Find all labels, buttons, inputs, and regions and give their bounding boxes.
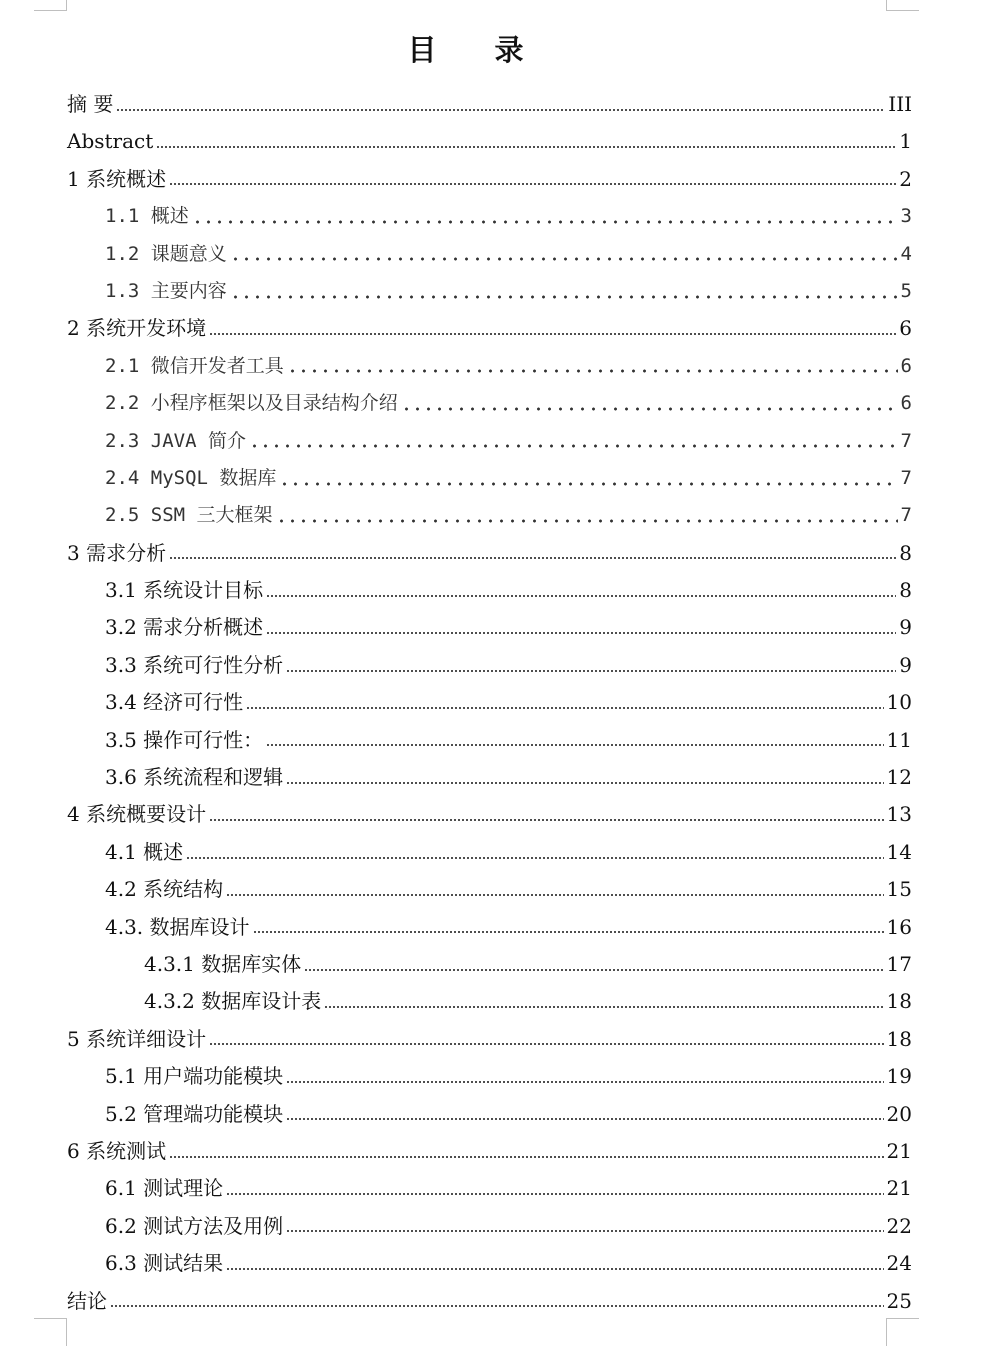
toc-entry[interactable]: [67, 1208, 912, 1245]
toc-entry-title: 4.1 概述: [105, 839, 184, 864]
toc-entry[interactable]: [67, 871, 912, 908]
toc-entry-page: 13: [886, 802, 912, 827]
toc-dot-leader: [169, 555, 896, 561]
toc-entry[interactable]: [67, 123, 912, 160]
toc-entry-page: 18: [886, 989, 912, 1014]
toc-entry-title: Abstract: [67, 129, 154, 154]
toc-dot-leader: [266, 742, 883, 748]
toc-entry[interactable]: [67, 1133, 912, 1170]
toc-entry[interactable]: [67, 236, 912, 273]
toc-entry-page: 24: [886, 1251, 912, 1276]
toc-entry-title: 2 系统开发环境: [67, 316, 207, 341]
toc-entry-title: 6 系统测试: [67, 1138, 167, 1163]
toc-entry[interactable]: [67, 1283, 912, 1320]
toc-entry[interactable]: [67, 834, 912, 871]
toc-entry-page: 8: [899, 540, 912, 565]
toc-entry-page: III: [888, 92, 912, 116]
toc-entry-title: 结论: [67, 1288, 107, 1313]
toc-entry-page: 21: [886, 1176, 912, 1201]
toc-dot-leader: [286, 1116, 883, 1122]
toc-entry[interactable]: [67, 348, 912, 385]
toc-entry-title: 4.3.2 数据库设计表: [144, 989, 322, 1014]
toc-dot-leader: [287, 368, 898, 374]
toc-entry[interactable]: [67, 796, 912, 833]
toc-entry-title: 4.3.1 数据库实体: [144, 951, 302, 976]
toc-dot-leader: [286, 1228, 883, 1234]
toc-entry-title: 3.1 系统设计目标: [105, 578, 264, 603]
toc-entry-title: 2.1 微信开发者工具: [105, 354, 284, 377]
toc-entry[interactable]: [67, 609, 912, 646]
toc-dot-leader: [286, 1079, 883, 1085]
toc-entry-title: 3.5 操作可行性：: [105, 727, 264, 752]
toc-entry-page: 10: [886, 690, 912, 715]
toc-dot-leader: [266, 630, 896, 636]
toc-entry[interactable]: [67, 1245, 912, 1282]
toc-entry-title: 5.2 管理端功能模块: [105, 1101, 284, 1126]
toc-entry-title: 1.2 课题意义: [105, 242, 227, 265]
toc-entry[interactable]: [67, 946, 912, 983]
toc-entry-page: 2: [899, 166, 912, 191]
toc-entry[interactable]: [67, 1170, 912, 1207]
toc-entry[interactable]: [67, 423, 912, 460]
toc-entry-page: 5: [900, 279, 912, 302]
toc-dot-leader: [226, 1266, 883, 1272]
toc-entry[interactable]: [67, 1096, 912, 1133]
toc-dot-leader: [246, 705, 883, 711]
toc-dot-leader: [226, 1191, 883, 1197]
toc-dot-leader: [286, 780, 883, 786]
toc-entry[interactable]: [67, 497, 912, 534]
toc-dot-leader: [116, 107, 885, 113]
toc-entry-title: 2.2 小程序框架以及目录结构介绍: [105, 392, 398, 415]
toc-entry-title: 3.2 需求分析概述: [105, 615, 264, 640]
toc-entry-title: 4 系统概要设计: [67, 802, 207, 827]
toc-dot-leader: [401, 406, 898, 412]
toc-dot-leader: [279, 481, 897, 487]
toc-dot-leader: [230, 294, 898, 300]
toc-dot-leader: [209, 1041, 883, 1047]
toc-entry-title: 5 系统详细设计: [67, 1026, 207, 1051]
toc-dot-leader: [156, 144, 896, 150]
toc-entry[interactable]: [67, 198, 912, 235]
toc-entry-page: 3: [900, 205, 912, 228]
crop-mark-bottom-left: [34, 1318, 67, 1346]
toc-dot-leader: [226, 892, 883, 898]
toc-entry-page: 17: [886, 951, 912, 976]
toc-entry-page: 4: [900, 242, 912, 265]
toc-entry-page: 7: [900, 429, 912, 452]
toc-entry[interactable]: [67, 86, 912, 123]
toc-entry-title: 3.3 系统可行性分析: [105, 652, 284, 677]
toc-dot-leader: [276, 518, 898, 524]
toc-entry-title: 3.4 经济可行性: [105, 690, 244, 715]
toc-entry-title: 6.3 测试结果: [105, 1251, 224, 1276]
toc-entry-title: 2.3 JAVA 简介: [105, 429, 246, 452]
toc-entry[interactable]: [67, 909, 912, 946]
toc-dot-leader: [209, 331, 896, 337]
toc-entry[interactable]: [67, 759, 912, 796]
toc-entry-page: 20: [886, 1101, 912, 1126]
toc-dot-leader: [169, 1154, 883, 1160]
toc-entry-title: 6.2 测试方法及用例: [105, 1213, 284, 1238]
toc-dot-leader: [192, 219, 898, 225]
toc-entry[interactable]: [67, 161, 912, 198]
toc-entry-title: 4.3. 数据库设计: [105, 914, 250, 939]
toc-entry-title: 摘 要: [67, 92, 114, 116]
toc-dot-leader: [266, 593, 896, 599]
toc-entry[interactable]: [67, 983, 912, 1020]
toc-dot-leader: [304, 967, 883, 973]
toc-entry-title: 2.4 MySQL 数据库: [105, 466, 277, 489]
toc-dot-leader: [253, 929, 884, 935]
toc-entry-page: 6: [900, 392, 912, 415]
toc-entry-page: 25: [886, 1288, 912, 1313]
toc-entry[interactable]: [67, 572, 912, 609]
toc-entry-title: 3 需求分析: [67, 540, 167, 565]
toc-entry[interactable]: [67, 535, 912, 572]
toc-entry-title: 5.1 用户端功能模块: [105, 1064, 284, 1089]
toc-entry-page: 11: [886, 727, 912, 752]
crop-mark-bottom-right: [886, 1318, 919, 1346]
toc-title: 目 录: [407, 33, 548, 67]
crop-mark-top-left: [34, 0, 67, 11]
toc-entry-page: 9: [899, 652, 912, 677]
toc-entry-page: 21: [886, 1138, 912, 1163]
toc-entry-page: 14: [886, 839, 912, 864]
toc-dot-leader: [186, 855, 883, 861]
toc-dot-leader: [249, 443, 898, 449]
toc-entry-page: 15: [886, 877, 912, 902]
toc-dot-leader: [169, 181, 896, 187]
toc-entry-page: 16: [886, 914, 912, 939]
toc-dot-leader: [324, 1004, 883, 1010]
toc-entry-page: 7: [900, 504, 912, 527]
toc-entry-page: 12: [886, 765, 912, 790]
toc-entry-page: 1: [899, 129, 912, 154]
toc-entry[interactable]: [67, 684, 912, 721]
toc-entry[interactable]: [67, 273, 912, 310]
toc-entry-title: 3.6 系统流程和逻辑: [105, 765, 284, 790]
toc-entry-page: 8: [899, 578, 912, 603]
toc-entry-page: 19: [886, 1064, 912, 1089]
toc-entry-page: 6: [899, 316, 912, 341]
toc-entry[interactable]: [67, 722, 912, 759]
toc-entry[interactable]: [67, 310, 912, 347]
toc-entry-title: 1 系统概述: [67, 166, 167, 191]
toc-dot-leader: [286, 668, 896, 674]
toc-entry[interactable]: [67, 1021, 912, 1058]
toc-entry-title: 4.2 系统结构: [105, 877, 224, 902]
toc-entry[interactable]: [67, 647, 912, 684]
toc-entry-title: 2.5 SSM 三大框架: [105, 504, 273, 527]
toc-entry[interactable]: [67, 460, 912, 497]
toc-dot-leader: [110, 1303, 884, 1309]
toc-entry-page: 9: [899, 615, 912, 640]
toc-entry-page: 6: [900, 354, 912, 377]
crop-mark-top-right: [886, 0, 919, 11]
toc-entry-page: 7: [900, 466, 912, 489]
toc-entry[interactable]: [67, 1058, 912, 1095]
toc-entry-title: 6.1 测试理论: [105, 1176, 224, 1201]
toc-dot-leader: [230, 256, 898, 262]
toc-entry[interactable]: [67, 385, 912, 422]
toc-entry-title: 1.1 概述: [105, 205, 189, 228]
table-of-contents: [67, 86, 912, 1320]
toc-entry-title: 1.3 主要内容: [105, 279, 227, 302]
toc-entry-page: 18: [886, 1026, 912, 1051]
toc-entry-page: 22: [886, 1213, 912, 1238]
toc-dot-leader: [209, 817, 883, 823]
